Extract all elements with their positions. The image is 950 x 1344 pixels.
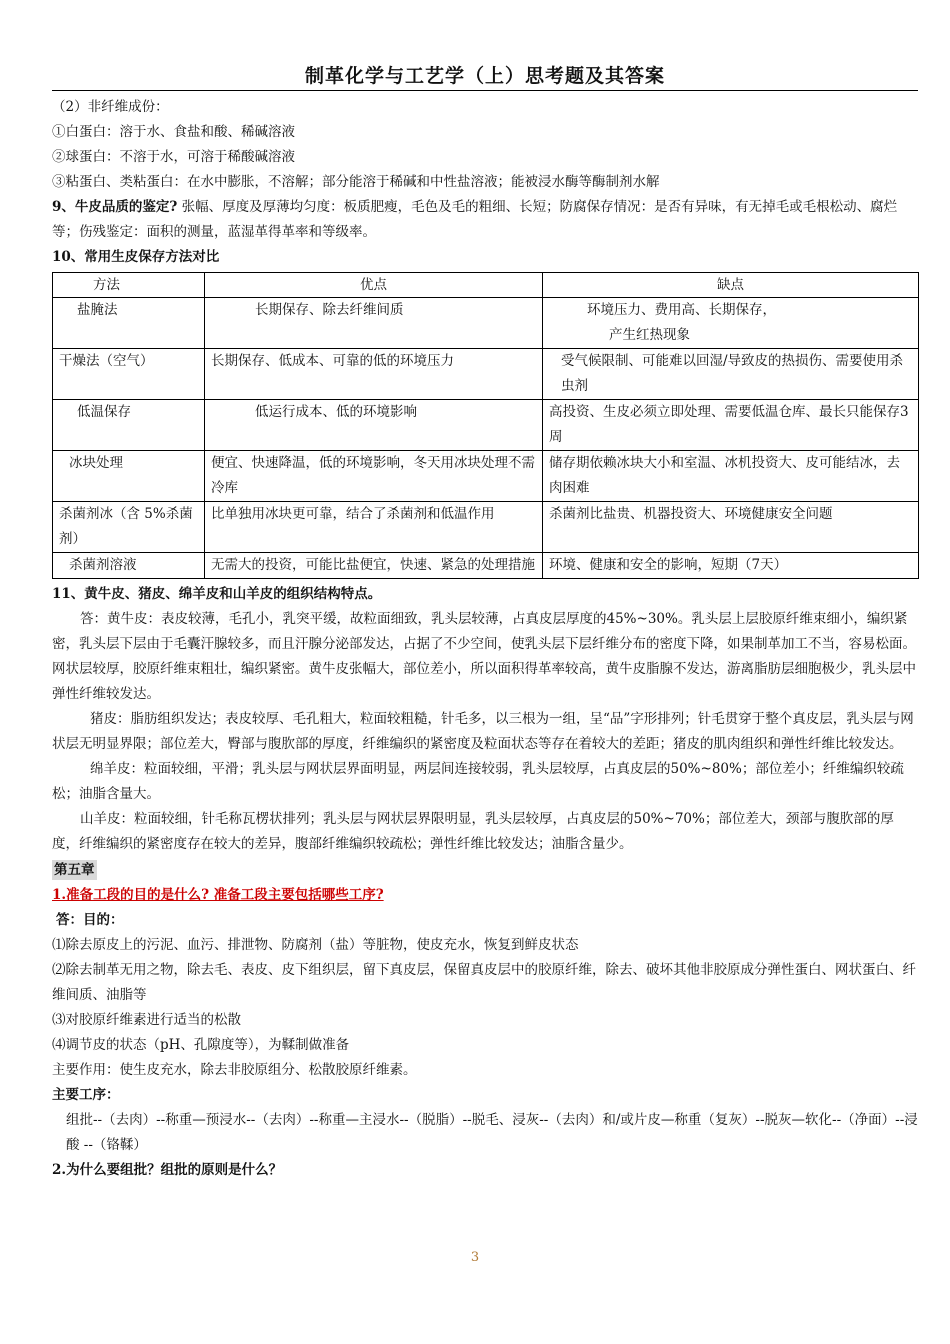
purpose-item: ⑶对胶原纤维素进行适当的松散 (52, 1012, 241, 1028)
question-11-title: 11、黄牛皮、猪皮、绵羊皮和山羊皮的组织结构特点。 (52, 586, 382, 602)
table-cell-pros: 低运行成本、低的环境影响 (205, 400, 543, 451)
process-label: 主要工序： (52, 1087, 120, 1103)
table-header-row (53, 273, 919, 298)
chapter5-question-1: 1.准备工段的目的是什么? 准备工段主要包括哪些工序? (52, 887, 384, 903)
table-cell-cons: 杀菌剂比盐贵、机器投资大、环境健康安全问题 (543, 502, 919, 553)
question-9-label: 9、牛皮品质的鉴定? (52, 199, 178, 215)
table-header-cell: 优点 (205, 273, 543, 298)
table-cell-method: 低温保存 (53, 400, 205, 451)
table-row (53, 298, 919, 349)
question-9 (52, 195, 918, 245)
table-cell-method: 杀菌剂溶液 (53, 553, 205, 579)
page-title: 制革化学与工艺学（上）思考题及其答案 (304, 65, 665, 87)
purpose-item: ⑴除去原皮上的污泥、血污、排泄物、防腐剂（盐）等脏物，使皮充水，恢复到鲜皮状态 (52, 937, 579, 953)
table-cell-cons: 储存期依赖冰块大小和室温、冰机投资大、皮可能结冰，去肉困难 (543, 451, 919, 502)
table-cell-pros: 无需大的投资，可能比盐便宜，快速、紧急的处理措施 (205, 553, 543, 579)
table-header-cell: 缺点 (543, 273, 919, 298)
process-steps: 组批--（去肉）--称重—预浸水--（去肉）--称重—主浸水--（脱脂）--脱毛、浸灰--（去肉）和/或片皮—称重（复灰）--脱灰—软化--（净面）--浸酸 --（铬鞣） (66, 1112, 918, 1153)
table-cell-cons: 高投资、生皮必须立即处理、需要低温仓库、最长只能保存3周 (543, 400, 919, 451)
non-fiber-item: ①白蛋白：溶于水、食盐和酸、稀碱溶液 (52, 124, 295, 140)
table-cell-pros: 便宜、快速降温，低的环境影响，冬天用冰块处理不需冷库 (205, 451, 543, 502)
purpose-item: ⑷调节皮的状态（pH、孔隙度等），为鞣制做准备 (52, 1037, 350, 1053)
table-cell-pros: 比单独用冰块更可靠，结合了杀菌剂和低温作用 (205, 502, 543, 553)
non-fiber-heading: （2）非纤维成份： (52, 99, 169, 115)
answer-sheep-skin: 绵羊皮：粒面较细，平滑；乳头层与网状层界面明显，两层间连接较弱，乳头层较厚，占真皮层的50%~80%；部位差小；纤维编织较疏松；油脂含量大。 (52, 761, 904, 802)
chapter-heading: 第五章 (54, 862, 95, 878)
table-cell-cons-line: 环境压力、费用高、长期保存， (587, 302, 776, 318)
answer-goat-skin: 山羊皮：粒面较细，针毛称瓦楞状排列；乳头层与网状层界限明显，乳头层较厚，占真皮层的50%~70%；部位差大，颈部与腹肷部的厚度，纤维编织的紧密度存在较大的差异，腹部纤维编织较疏松；弹性纤维比较发达；油脂含量少。 (52, 811, 894, 852)
non-fiber-item: ③粘蛋白、类粘蛋白：在水中膨胀，不溶解；部分能溶于稀碱和中性盐溶液；能被浸水酶等酶制剂水解 (52, 174, 660, 190)
table-cell-cons: 环境、健康和安全的影响，短期（7天） (543, 553, 919, 579)
non-fiber-item: ②球蛋白：不溶于水，可溶于稀酸碱溶液 (52, 149, 295, 165)
table-row (53, 451, 919, 502)
preservation-table (52, 272, 919, 579)
table-cell-method: 干燥法（空气） (53, 349, 205, 400)
table-cell-pros: 长期保存、低成本、可靠的低的环境压力 (205, 349, 543, 400)
page-number: 3 (470, 1250, 480, 1265)
table-cell-cons-line: 产生红热现象 (609, 327, 690, 343)
chapter5-question-2: 2.为什么要组批？组批的原则是什么？ (52, 1162, 283, 1178)
question-10-title: 10、常用生皮保存方法对比 (52, 249, 220, 265)
answer-pig-skin: 猪皮：脂肪组织发达；表皮较厚、毛孔粗大，粒面较粗糙，针毛多，以三根为一组，呈“品”字形排列；针毛贯穿于整个真皮层，乳头层与网状层无明显界限；部位差大，臀部与腹肷部的厚度，纤维编织的紧密度及粒面状态等存在着较大的差距；猪皮的肌肉组织和弹性纤维比较发达。 (52, 711, 914, 752)
answer-cattle-hide: 答：黄牛皮：表皮较薄，毛孔小，乳突平缓，故粒面细致，乳头层较薄，占真皮层厚度的45%~30%。乳头层上层胶原纤维束细小，编织紧密，乳头层下层由于毛囊汗腺较多，而且汗腺分泌部发达，占据了不少空间，使乳头层下层纤维分布的密度下降，如果制革加工不当，容易松面。网状层较厚，胶原纤维束粗壮，编织紧密。黄牛皮张幅大，部位差小，所以面积得革率较高，黄牛皮脂腺不发达，游离脂肪层细胞极少，乳头层中弹性纤维较发达。 (52, 611, 916, 702)
table-cell-method: 盐腌法 (53, 298, 205, 349)
table-row (53, 349, 919, 400)
table-cell-cons (543, 298, 919, 349)
answer-purpose-label: 答：目的： (56, 912, 124, 928)
table-cell-method: 冰块处理 (53, 451, 205, 502)
document-page (52, 62, 918, 1183)
table-header-cell: 方法 (53, 273, 205, 298)
table-cell-pros: 长期保存、除去纤维间质 (205, 298, 543, 349)
table-row (53, 400, 919, 451)
table-row (53, 502, 919, 553)
main-effect: 主要作用：使生皮充水，除去非胶原组分、松散胶原纤维素。 (52, 1062, 417, 1078)
header-divider (52, 90, 918, 91)
purpose-item: ⑵除去制革无用之物，除去毛、表皮、皮下组织层，留下真皮层，保留真皮层中的胶原纤维，除去、破坏其他非胶原成分弹性蛋白、网状蛋白、纤维间质、油脂等 (52, 962, 916, 1003)
table-cell-method: 杀菌剂冰（含 5%杀菌剂） (53, 502, 205, 553)
table-row (53, 553, 919, 579)
question-9-answer: 张幅、厚度及厚薄均匀度：板质肥瘦，毛色及毛的粗细、长短；防腐保存情况：是否有异味，有无掉毛或毛根松动、腐烂等；伤残鉴定：面积的测量，蓝湿革得革率和等级率。 (52, 199, 898, 240)
table-cell-cons: 受气候限制、可能难以回湿/导致皮的热损伤、需要使用杀虫剂 (543, 349, 919, 400)
